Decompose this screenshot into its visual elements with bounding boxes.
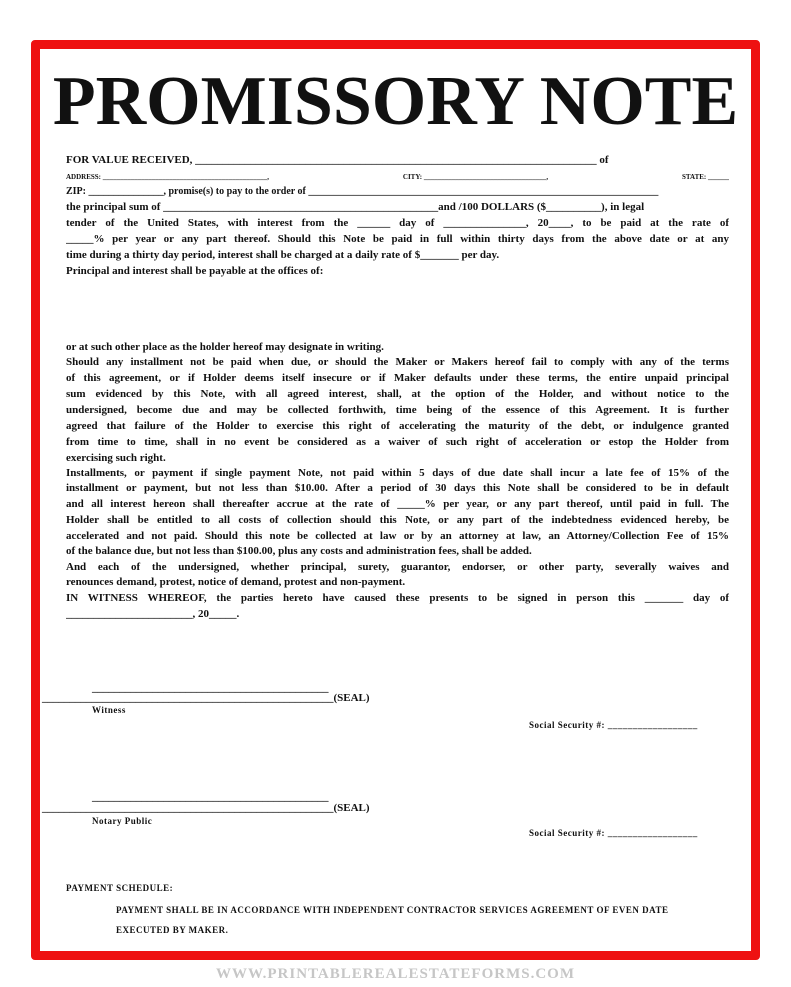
paragraph-line: accelerated and not paid. Should this note be collected at law or by an attorney at law, an Attorney/Collection Fee of 15% xyxy=(66,530,729,542)
date-line: _______________________, 20_____. xyxy=(66,608,240,620)
paragraph-line: Installments, or payment if single payment Note, not paid within 5 days of due date shall incur a late fee of 15% of the xyxy=(66,467,729,479)
witness-whereof-line: IN WITNESS WHEREOF, the parties hereto have caused these presents to be signed in person this _______ day of xyxy=(66,592,729,604)
body-line: Principal and interest shall be payable at the offices of: xyxy=(66,265,324,277)
payment-schedule-label: PAYMENT SCHEDULE: xyxy=(66,883,174,893)
website-footer: WWW.PRINTABLEREALESTATEFORMS.COM xyxy=(216,966,575,982)
paragraph-line: renounces demand, protest, notice of demand, protest and non-payment. xyxy=(66,576,406,588)
principal-line: the principal sum of __________________________________________________and /100 DOLLARS ($__________), in legal xyxy=(66,201,645,213)
address-row xyxy=(66,172,729,182)
paragraph-line: agreed that failure of the Holder to exercise this right of accelerating the maturity of the debt, or indulgence granted xyxy=(66,420,729,432)
paragraph-line: And each of the undersigned, whether principal, surety, guarantor, endorser, or other party, severally waives and xyxy=(66,561,729,573)
for-value-line: FOR VALUE RECEIVED, _________________________________________________________________________ of xyxy=(66,154,609,166)
paragraph-line: Should any installment not be paid when due, or should the Maker or Makers hereof fail to comply with any of the terms xyxy=(66,356,729,368)
paragraph-line: of this agreement, or if Holder deems itself insecure or if Maker defaults under these terms, the entire unpaid principal xyxy=(66,372,729,384)
paragraph-line: of the balance due, but not less than $100.00, plus any costs and administration fees, shall be added. xyxy=(66,545,532,557)
payment-schedule-text: EXECUTED BY MAKER. xyxy=(116,925,229,935)
paragraph-line: or at such other place as the holder hereof may designate in writing. xyxy=(66,341,384,353)
body-line: time during a thirty day period, interest shall be charged at a daily rate of $_______ per day. xyxy=(66,249,500,261)
paragraph-line: undersigned, become due and may be collected forthwith, time being of the essence of this Agreement. It is further xyxy=(66,404,729,416)
paragraph-line: exercising such right. xyxy=(66,452,166,464)
city-label: CITY: ___________________________________, xyxy=(402,173,549,181)
body-line: tender of the United States, with interest from the ______ day of _______________, 20____, to be paid at the rate of xyxy=(66,217,729,229)
document-title: PROMISSORY NOTE xyxy=(52,63,739,140)
paragraph-line: from time to time, shall in no event be considered as a waiver of such right of acceleration or estop the Holder from xyxy=(66,436,729,448)
zip-line: ZIP: _______________, promise(s) to pay to the order of ______________________________________________________________________ xyxy=(66,186,659,197)
paragraph-line: installment or payment, but not less than $10.00. After a period of 30 days this Note shall be considered to be in default xyxy=(66,482,729,494)
witness-label: Witness xyxy=(92,705,126,715)
payment-schedule-text: PAYMENT SHALL BE IN ACCORDANCE WITH INDEPENDENT CONTRACTOR SERVICES AGREEMENT OF EVEN DATE xyxy=(116,905,669,915)
social-security-field-1: Social Security #: __________________ xyxy=(529,720,698,730)
body-line: _____% per year or any part thereof. Should this Note be paid in full within thirty days from the above date or at any xyxy=(66,233,729,245)
signature-line-top: ___________________________________________ xyxy=(92,682,329,694)
paragraph-line: Holder shall be entitled to all costs of collection should this Note, or any part of the indebtedness evidenced hereby, be xyxy=(66,514,729,526)
notary-public-label: Notary Public xyxy=(92,816,153,826)
witness-signature-line: _____________________________________________________(SEAL) xyxy=(42,692,370,704)
state-label: STATE: ______ xyxy=(682,173,729,181)
paragraph-line: and all interest hereon shall thereafter accrue at the rate of _____% per year, or any part thereof, until paid in full. The xyxy=(66,498,729,510)
social-security-field-2: Social Security #: __________________ xyxy=(529,828,698,838)
address-label: ADDRESS: _______________________________________________, xyxy=(66,173,270,181)
signature-line-top: ___________________________________________ xyxy=(92,791,329,803)
paragraph-line: sum evidenced by this Note, with all agreed interest, shall, at the option of the Holder, and without notice to the xyxy=(66,388,729,400)
notary-signature-line: _____________________________________________________(SEAL) xyxy=(42,802,370,814)
